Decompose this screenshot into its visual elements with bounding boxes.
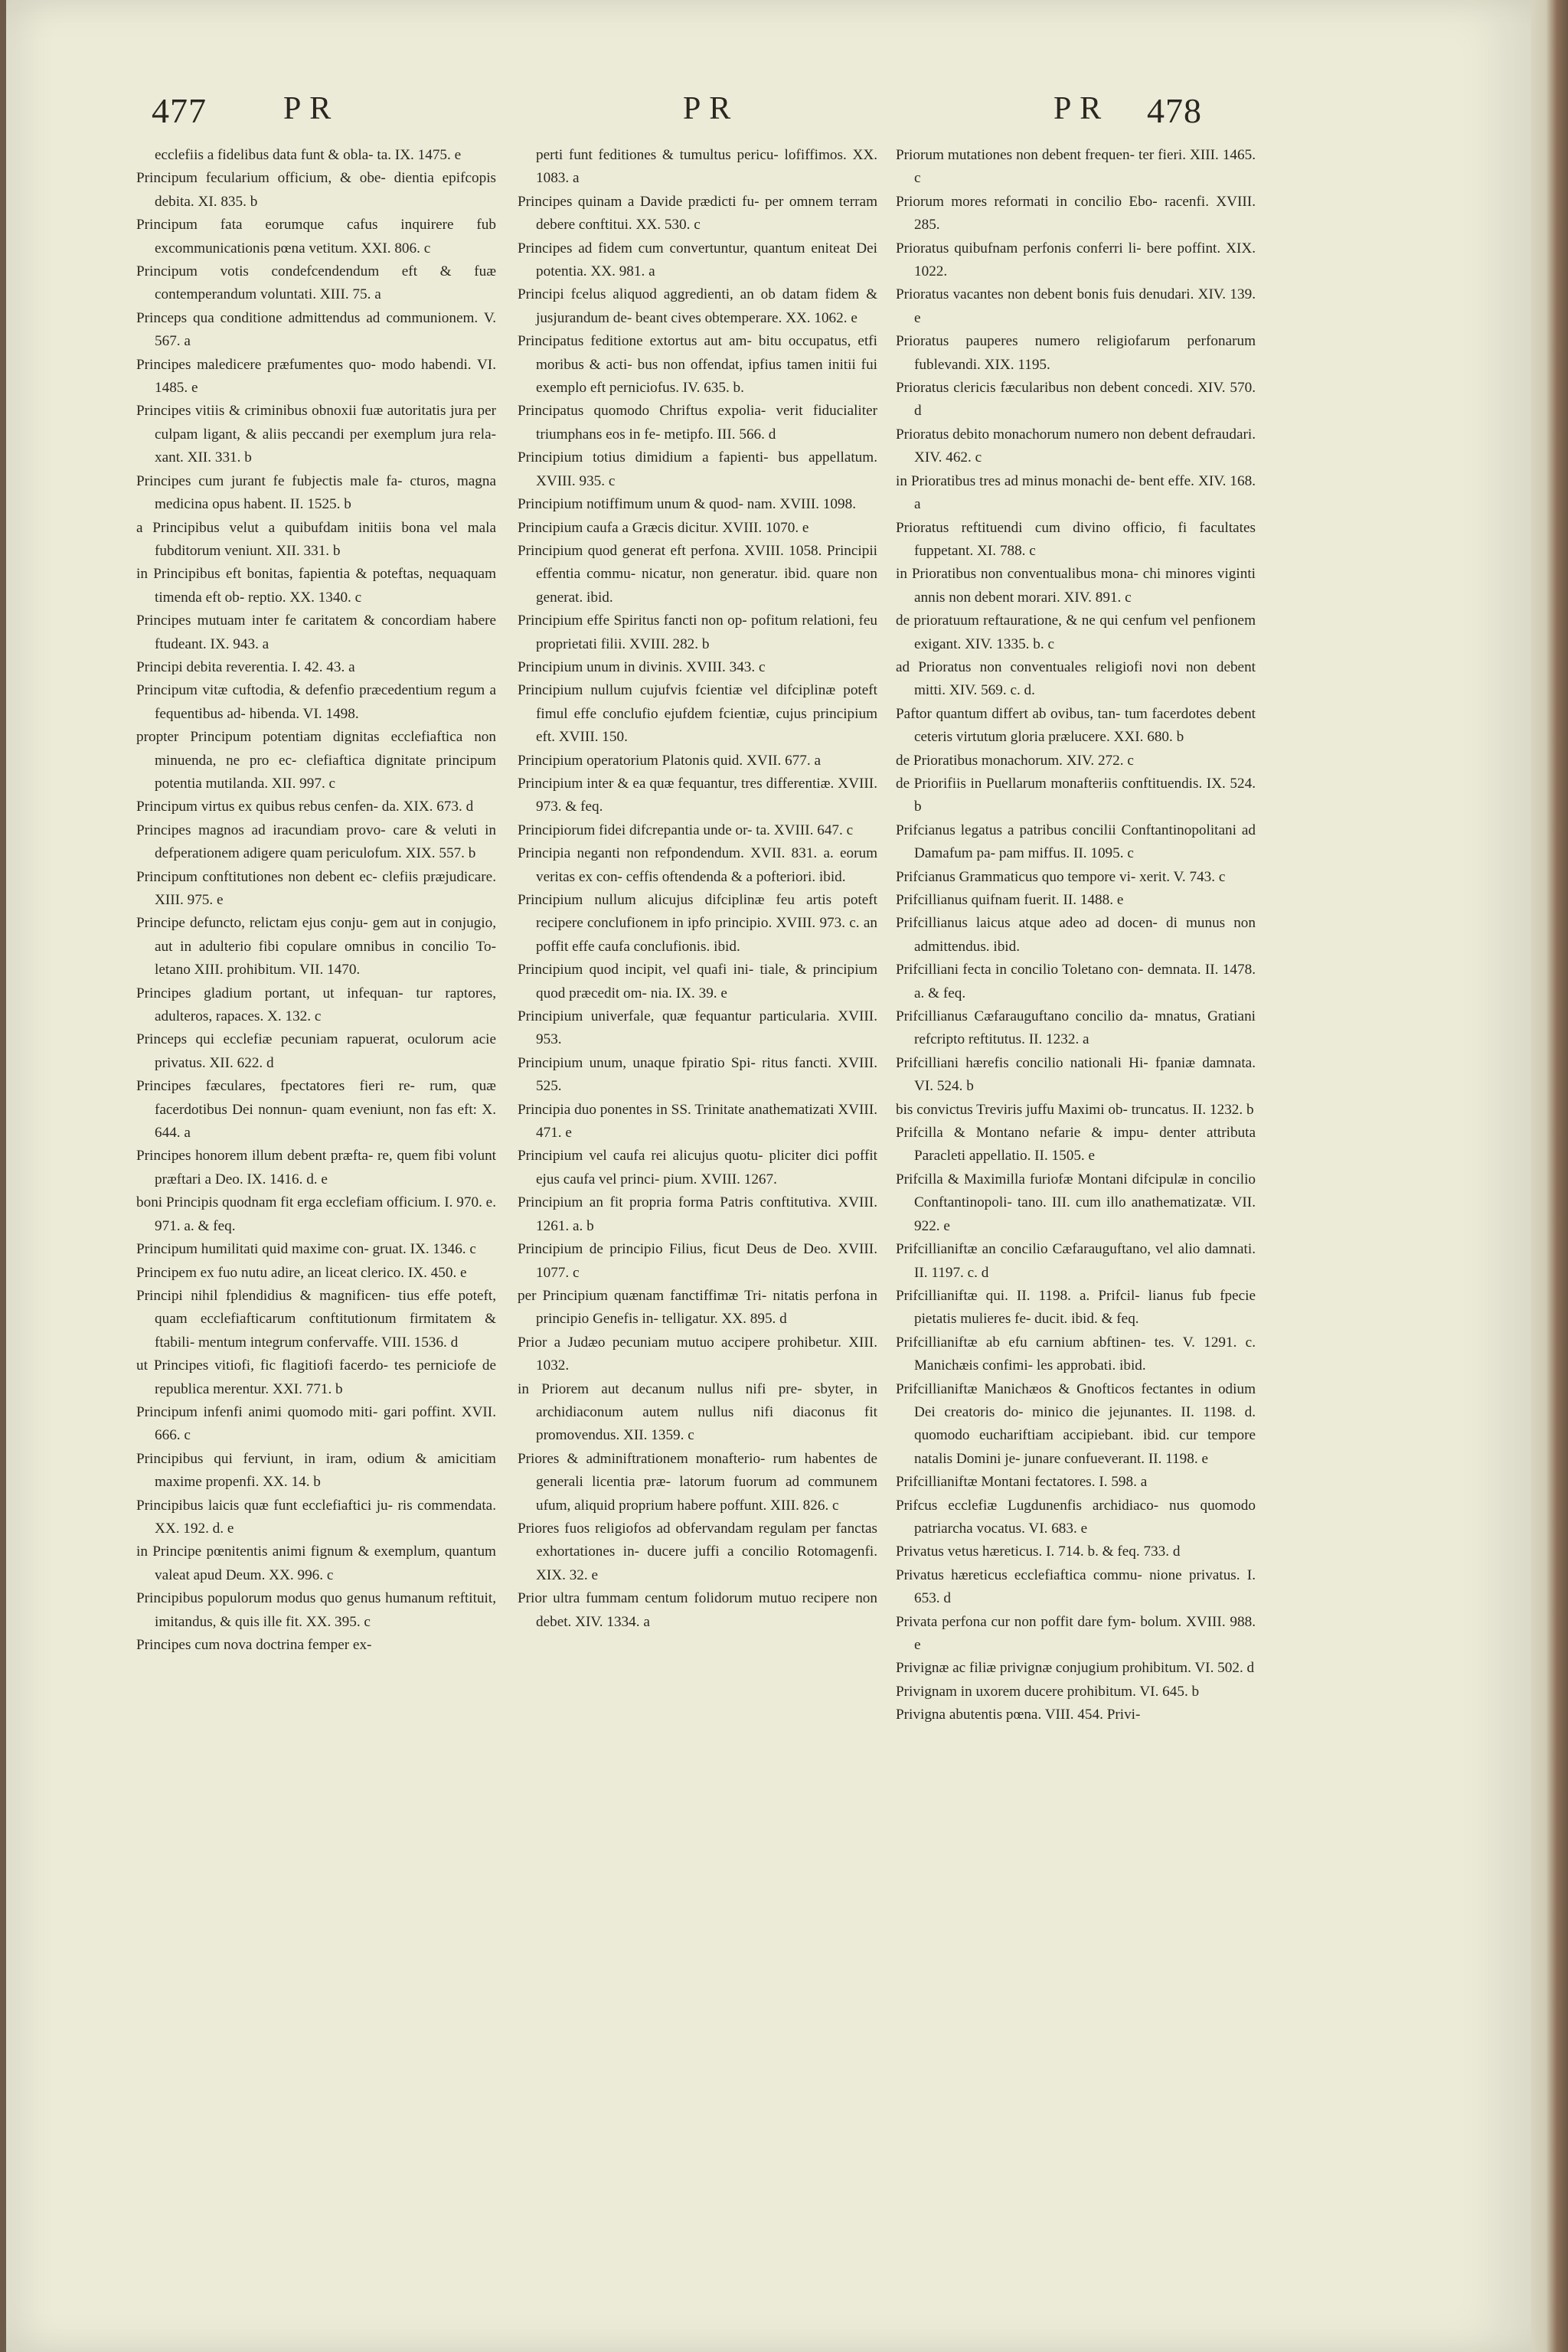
index-entry: Principium effe Spiritus fancti non op- pofitum relationi, feu proprietati filii. XVIII. 282. b xyxy=(518,612,877,652)
index-entry: Principium quod generat eft perfona. XVIII. 1058. Principii effentia commu- nicatur, non generatur. ibid. quare non generat. ibid. xyxy=(518,542,877,606)
index-entry: Prioratus debito monachorum numero non debent defraudari. XIV. 462. c xyxy=(896,426,1256,466)
index-entry: Principes cum nova doctrina femper ex- xyxy=(136,1637,372,1653)
index-entry: Prifcilla & Maximilla furiofæ Montani difcipulæ in concilio Conftantinopoli- tano. III. cum illo anathematizatæ. VII. 922. e xyxy=(896,1171,1256,1234)
index-entry: Principi nihil fplendidius & magnificen- tius effe poteft, quam ecclefiafticarum conftitutionum firmitatem & ftabili- mentum integrum confervaffe. VIII. 1536. d xyxy=(136,1287,496,1351)
index-entry: Principem ex fuo nutu adire, an liceat clerico. IX. 450. e xyxy=(136,1264,467,1281)
index-entry: boni Principis quodnam fit erga ecclefiam officium. I. 970. e. 971. a. & feq. xyxy=(136,1194,496,1234)
index-entry: Prifcillianiftæ ab efu carnium abftinen- tes. V. 1291. c. Manichæis confimi- les approbati. ibid. xyxy=(896,1334,1256,1374)
index-entry: Principia duo ponentes in SS. Trinitate anathematizati XVIII. 471. e xyxy=(518,1101,877,1142)
index-entry: in Priorem aut decanum nullus nifi pre- sbyter, in archidiaconum autem nullus nifi diaconus fit promovendus. XII. 1359. c xyxy=(518,1380,877,1444)
index-entry: a Principibus velut a quibufdam initiis bona vel mala fubditorum veniunt. XII. 331. b xyxy=(136,519,496,559)
index-entry: Principum virtus ex quibus rebus cenfen- da. XIX. 673. d xyxy=(136,799,474,815)
book-page xyxy=(6,0,1531,2352)
index-entry: Prifcilliani fecta in concilio Toletano con- demnata. II. 1478. a. & feq. xyxy=(896,962,1256,1001)
index-entry: Principum fata eorumque cafus inquirere fub excommunicationis pœna vetitum. XXI. 806. c xyxy=(136,217,496,256)
index-entry: ecclefiis a fidelibus data funt & obla- ta. IX. 1475. e xyxy=(155,147,462,163)
index-entry: Privatus vetus hæreticus. I. 714. b. & feq. 733. d xyxy=(896,1544,1181,1560)
index-entry: Principium quod incipit, vel quafi ini- tiale, & principium quod præcedit om- nia. IX. 39. e xyxy=(518,962,877,1001)
index-entry: Principes ad fidem cum convertuntur, quantum eniteat Dei potentia. XX. 981. a xyxy=(518,240,877,280)
index-entry: Princeps qui ecclefiæ pecuniam rapuerat, oculorum acie privatus. XII. 622. d xyxy=(136,1031,496,1071)
index-entry: Principum vitæ cuftodia, & defenfio præcedentium regum a fequentibus ad- hibenda. VI. 1498. xyxy=(136,682,496,722)
index-entry: Principium notiffimum unum & quod- nam. XVIII. 1098. xyxy=(518,496,856,513)
index-entry: Prioratus pauperes numero religiofarum perfonarum fublevandi. XIX. 1195. xyxy=(896,333,1256,373)
index-entry: per Principium quænam fanctiffimæ Tri- nitatis perfona in principio Genefis in- telligatur. XX. 895. d xyxy=(518,1287,877,1328)
index-column-right xyxy=(896,144,1256,1727)
index-entry: Principes honorem illum debent præfta- re, quem fibi volunt præftari a Deo. IX. 1416. d. e xyxy=(136,1148,496,1187)
index-entry: Prifcillianus Cæfarauguftano concilio da- mnatus, Gratiani refcripto reftitutus. II. 1232. a xyxy=(896,1008,1256,1048)
index-entry: Privata perfona cur non poffit dare fym- bolum. XVIII. 988. e xyxy=(896,1613,1256,1653)
index-entry: Prioratus vacantes non debent bonis fuis denudari. XIV. 139. e xyxy=(896,286,1256,326)
index-entry: in Principe pœnitentis animi fignum & exemplum, quantum valeat apud Deum. XX. 996. c xyxy=(136,1544,496,1583)
index-entry: Privignæ ac filiæ privignæ conjugium prohibitum. VI. 502. d xyxy=(896,1660,1255,1677)
index-entry: Principium unum in divinis. XVIII. 343. c xyxy=(518,658,766,675)
index-entry: de prioratuum reftauratione, & ne qui cenfum vel penfionem exigant. XIV. 1335. b. c xyxy=(896,612,1256,652)
index-entry: de Prioratibus monachorum. XIV. 272. c xyxy=(896,752,1134,769)
index-entry: ut Principes vitiofi, fic flagitiofi facerdo- tes perniciofe de republica merentur. XXI. 771. b xyxy=(136,1357,496,1397)
left-running-head: P R xyxy=(283,91,332,126)
index-entry: Princeps qua conditione admittendus ad communionem. V. 567. a xyxy=(136,309,496,350)
index-entry: Principium de principio Filius, ficut Deus de Deo. XVIII. 1077. c xyxy=(518,1241,877,1281)
right-page-number: 478 xyxy=(1147,91,1202,130)
index-entry: Privignam in uxorem ducere prohibitum. VI. 645. b xyxy=(896,1683,1200,1700)
index-entry: Principes maledicere præfumentes quo- modo habendi. VI. 1485. e xyxy=(136,356,496,397)
index-entry: Principatus quomodo Chriftus expolia- verit fiducialiter triumphans eos in fe- metipfo. III. 566. d xyxy=(518,403,877,443)
index-entry: Principium univerfale, quæ fequantur particularia. XVIII. 953. xyxy=(518,1008,877,1048)
index-entry: Principes mutuam inter fe caritatem & concordiam habere ftudeant. IX. 943. a xyxy=(136,612,496,652)
page-edge xyxy=(1531,0,1568,2352)
right-running-head: P R xyxy=(1054,91,1102,126)
index-entry: Principium caufa a Græcis dicitur. XVIII. 1070. e xyxy=(518,519,809,536)
index-entry: Prior ultra fummam centum folidorum mutuo recipere non debet. XIV. 1334. a xyxy=(518,1590,877,1630)
index-entry: Principum conftitutiones non debent ec- clefiis præjudicare. XIII. 975. e xyxy=(136,868,496,908)
index-entry: Prifcilla & Montano nefarie & impu- denter attributa Paracleti appellatio. II. 1505. e xyxy=(896,1125,1256,1165)
index-entry: de Priorifiis in Puellarum monafteriis conftituendis. IX. 524. b xyxy=(896,775,1256,815)
index-entry: Privigna abutentis pœna. VIII. 454. Privi- xyxy=(896,1707,1141,1723)
index-entry: Priores & adminiftrationem monafterio- rum habentes de generali licentia præ- latorum fuorum ad communem ufum, aliquid proprium habere poffunt. XIII. 826. c xyxy=(518,1450,877,1514)
index-entry: Principes cum jurant fe fubjectis male fa- cturos, magna medicina opus habent. II. 1525. b xyxy=(136,472,496,513)
index-entry: ad Prioratus non conventuales religiofi novi non debent mitti. XIV. 569. c. d. xyxy=(896,658,1256,699)
index-entry: Principum votis condefcendendum eft & fuæ contemperandum voluntati. XIII. 75. a xyxy=(136,263,496,303)
index-entry: Prifcillianus quifnam fuerit. II. 1488. e xyxy=(896,892,1124,908)
index-entry: Prifcillianiftæ qui. II. 1198. a. Prifcil- lianus fub fpecie pietatis mulieres fe- ducit. ibid. & feq. xyxy=(896,1287,1256,1328)
index-entry: Principia neganti non refpondendum. XVII. 831. a. eorum veritas ex con- ceffis oftendenda & a pofteriori. ibid. xyxy=(518,845,877,885)
index-entry: Principium operatorium Platonis quid. XVII. 677. a xyxy=(518,752,821,769)
index-entry: Principatus feditione extortus aut am- bitu occupatus, etfi moribus & acti- bus non offendat, ipfius tamen initii fui exemplo eft perniciofus. IV. 635. b. xyxy=(518,333,877,397)
index-entry: Principibus qui ferviunt, in iram, odium & amicitiam maxime propenfi. XX. 14. b xyxy=(136,1450,496,1491)
index-entry: Prioratus quibufnam perfonis conferri li- bere poffint. XIX. 1022. xyxy=(896,240,1256,280)
index-entry: Principes magnos ad iracundiam provo- care & veluti in defperationem adigere quam periculofum. XIX. 557. b xyxy=(136,822,496,862)
index-entry: Prifcillianus laicus atque adeo ad docen- di munus non admittendus. ibid. xyxy=(896,915,1256,955)
index-entry: in Prioratibus tres ad minus monachi de- bent effe. XIV. 168. a xyxy=(896,472,1256,513)
left-page-number: 477 xyxy=(152,91,207,130)
index-entry: Prifcianus legatus a patribus concilii Conftantinopolitani ad Damafum pa- pam miffus. II. 1095. c xyxy=(896,822,1256,862)
index-entry: Prifcilliani hærefis concilio nationali Hi- fpaniæ damnata. VI. 524. b xyxy=(896,1054,1256,1095)
index-entry: Principium an fit propria forma Patris conftitutiva. XVIII. 1261. a. b xyxy=(518,1194,877,1234)
index-entry: Priorum mores reformati in concilio Ebo- racenfi. XVIII. 285. xyxy=(896,193,1256,234)
index-entry: Principum fecularium officium, & obe- dientia epifcopis debita. XI. 835. b xyxy=(136,170,496,210)
index-entry: Principibus laicis quæ funt ecclefiaftici ju- ris commendata. XX. 192. d. e xyxy=(136,1497,496,1537)
index-column-left xyxy=(136,144,496,1657)
index-entry: Principium totius dimidium a fapienti- bus appellatum. XVIII. 935. c xyxy=(518,449,877,489)
index-entry: Prifcus ecclefiæ Lugdunenfis archidiaco- nus quomodo patriarcha vocatus. VI. 683. e xyxy=(896,1497,1256,1537)
index-entry: Principium inter & ea quæ fequantur, tres differentiæ. XVIII. 973. & feq. xyxy=(518,775,877,815)
index-entry: Prioratus reftituendi cum divino officio, fi facultates fuppetant. XI. 788. c xyxy=(896,519,1256,559)
index-entry: Principibus populorum modus quo genus humanum reftituit, imitandus, & quis ille fit. XX. 395. c xyxy=(136,1590,496,1630)
index-entry: Principes vitiis & criminibus obnoxii fuæ autoritatis jura per culpam ligant, & aliis peccandi per exemplum jura rela- xant. XII. 331. b xyxy=(136,403,496,466)
index-entry: Principi fcelus aliquod aggredienti, an ob datam fidem & jusjurandum de- beant cives obtemperare. XX. 1062. e xyxy=(518,286,877,326)
index-entry: Prior a Judæo pecuniam mutuo accipere prohibetur. XIII. 1032. xyxy=(518,1334,877,1374)
index-entry: in Principibus eft bonitas, fapientia & poteftas, nequaquam timenda eft ob- reptio. XX. 1340. c xyxy=(136,566,496,606)
index-entry: Prifcillianiftæ Montani fectatores. I. 598. a xyxy=(896,1474,1148,1491)
index-column-middle xyxy=(518,144,877,1634)
index-entry: Principe defuncto, relictam ejus conju- gem aut in conjugio, aut in adulterio fibi copulare omnibus in concilio To- letano XIII. prohibitum. VII. 1470. xyxy=(136,915,496,978)
index-entry: Principium vel caufa rei alicujus quotu- pliciter dici poffit ejus caufa vel princi- pium. XVIII. 1267. xyxy=(518,1148,877,1187)
index-entry: bis convictus Treviris juffu Maximi ob- truncatus. II. 1232. b xyxy=(896,1101,1254,1118)
index-entry: Principi debita reverentia. I. 42. 43. a xyxy=(136,658,355,675)
index-entry: Prifcillianiftæ Manichæos & Gnofticos fectantes in odium Dei creatoris do- minico die jejunantes. II. 1198. d. quomodo euchariftiam accipiebant. ibid. cur tempore natalis Domini je- junare confueverant. II. 1198. e xyxy=(896,1380,1256,1467)
index-entry: Principes fæculares, fpectatores fieri re- rum, quæ facerdotibus Dei nonnun- quam eveniunt, non fas eft: X. 644. a xyxy=(136,1078,496,1142)
index-entry: Principes quinam a Davide prædicti fu- per omnem terram debere conftitui. XX. 530. c xyxy=(518,193,877,234)
index-entry: perti funt feditiones & tumultus pericu- lofiffimos. XX. 1083. a xyxy=(536,147,877,187)
index-entry: Principum infenfi animi quomodo miti- gari poffint. XVII. 666. c xyxy=(136,1403,496,1444)
index-entry: Principiorum fidei difcrepantia unde or- ta. XVIII. 647. c xyxy=(518,822,854,838)
center-running-head: P R xyxy=(683,91,732,126)
index-entry: in Prioratibus non conventualibus mona- chi minores viginti annis non debent morari. XIV. 891. c xyxy=(896,566,1256,606)
index-entry: Priorum mutationes non debent frequen- ter fieri. XIII. 1465. c xyxy=(896,147,1256,187)
index-entry: propter Principum potentiam dignitas ecclefiaftica non minuenda, ne pro ec- clefiaftica dignitate principum potentia mutilanda. XII. 997. c xyxy=(136,729,496,792)
index-entry: Prifcillianiftæ an concilio Cæfarauguftano, vel alio damnati. II. 1197. c. d xyxy=(896,1241,1256,1281)
index-entry: Privatus hæreticus ecclefiaftica commu- nione privatus. I. 653. d xyxy=(896,1566,1256,1607)
index-entry: Paftor quantum differt ab ovibus, tan- tum facerdotes debent ceteris virtutum gloria prælucere. XXI. 680. b xyxy=(896,705,1256,746)
index-entry: Prioratus clericis fæcularibus non debent concedi. XIV. 570. d xyxy=(896,380,1256,420)
index-entry: Principium unum, unaque fpiratio Spi- ritus fancti. XVIII. 525. xyxy=(518,1054,877,1095)
index-entry: Prifcianus Grammaticus quo tempore vi- xerit. V. 743. c xyxy=(896,868,1226,885)
index-entry: Principes gladium portant, ut infequan- tur raptores, adulteros, rapaces. X. 132. c xyxy=(136,985,496,1025)
index-entry: Principium nullum cujufvis fcientiæ vel difciplinæ poteft fimul effe conclufio ejufdem fcientiæ, cujus principium eft. XVIII. 150. xyxy=(518,682,877,746)
index-entry: Principum humilitati quid maxime con- gruat. IX. 1346. c xyxy=(136,1241,476,1258)
index-entry: Priores fuos religiofos ad obfervandam regulam per fanctas exhortationes in- ducere juffi a concilio Rotomagenfi. XIX. 32. e xyxy=(518,1520,877,1583)
index-entry: Principium nullum alicujus difciplinæ feu artis poteft recipere conclufionem in ipfo principio. XVIII. 973. c. an poffit effe caufa conclufionis. ibid. xyxy=(518,892,877,955)
